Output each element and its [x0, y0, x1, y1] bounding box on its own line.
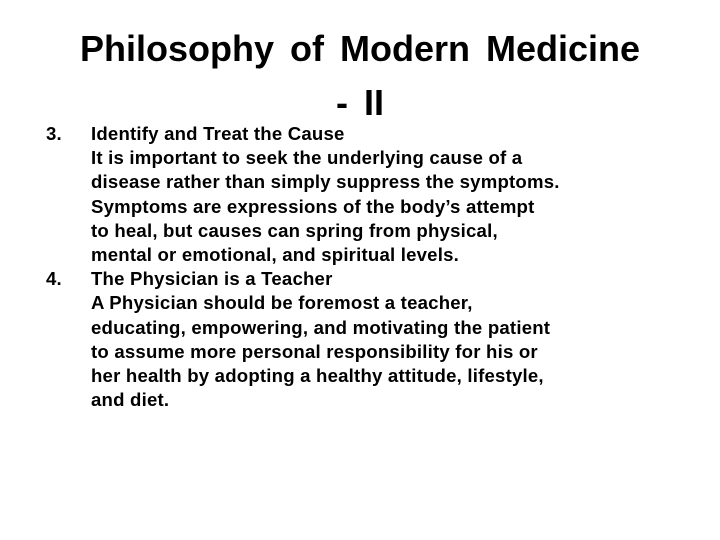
item-heading: The Physician is a Teacher	[91, 268, 333, 290]
item-text-line: A Physician should be foremost a teacher,	[91, 292, 473, 314]
slide-title	[30, 22, 690, 130]
principles-list	[46, 122, 696, 412]
item-number: 3.	[46, 123, 62, 144]
item-text-line: to assume more personal responsibility for his or	[91, 340, 538, 362]
slide-title-line-2: - II	[336, 82, 384, 123]
item-text-line: her health by adopting a healthy attitude, lifestyle,	[91, 365, 544, 387]
item-text-line: to heal, but causes can spring from physical,	[91, 219, 498, 241]
item-text-line: disease rather than simply suppress the symptoms.	[91, 171, 560, 193]
list-item-3	[46, 122, 696, 267]
item-text-line: Symptoms are expressions of the body’s attempt	[91, 195, 535, 217]
slide-title-line-1: Philosophy of Modern Medicine	[79, 28, 641, 69]
item-text-line: educating, empowering, and motivating the patient	[91, 316, 551, 338]
item-heading: Identify and Treat the Cause	[91, 123, 345, 144]
item-text-line: It is important to seek the underlying cause of a	[91, 147, 523, 169]
item-text-line: and diet.	[91, 389, 170, 411]
item-text-line: mental or emotional, and spiritual levels.	[91, 244, 459, 266]
item-number: 4.	[46, 268, 62, 290]
list-item-4	[46, 267, 696, 412]
